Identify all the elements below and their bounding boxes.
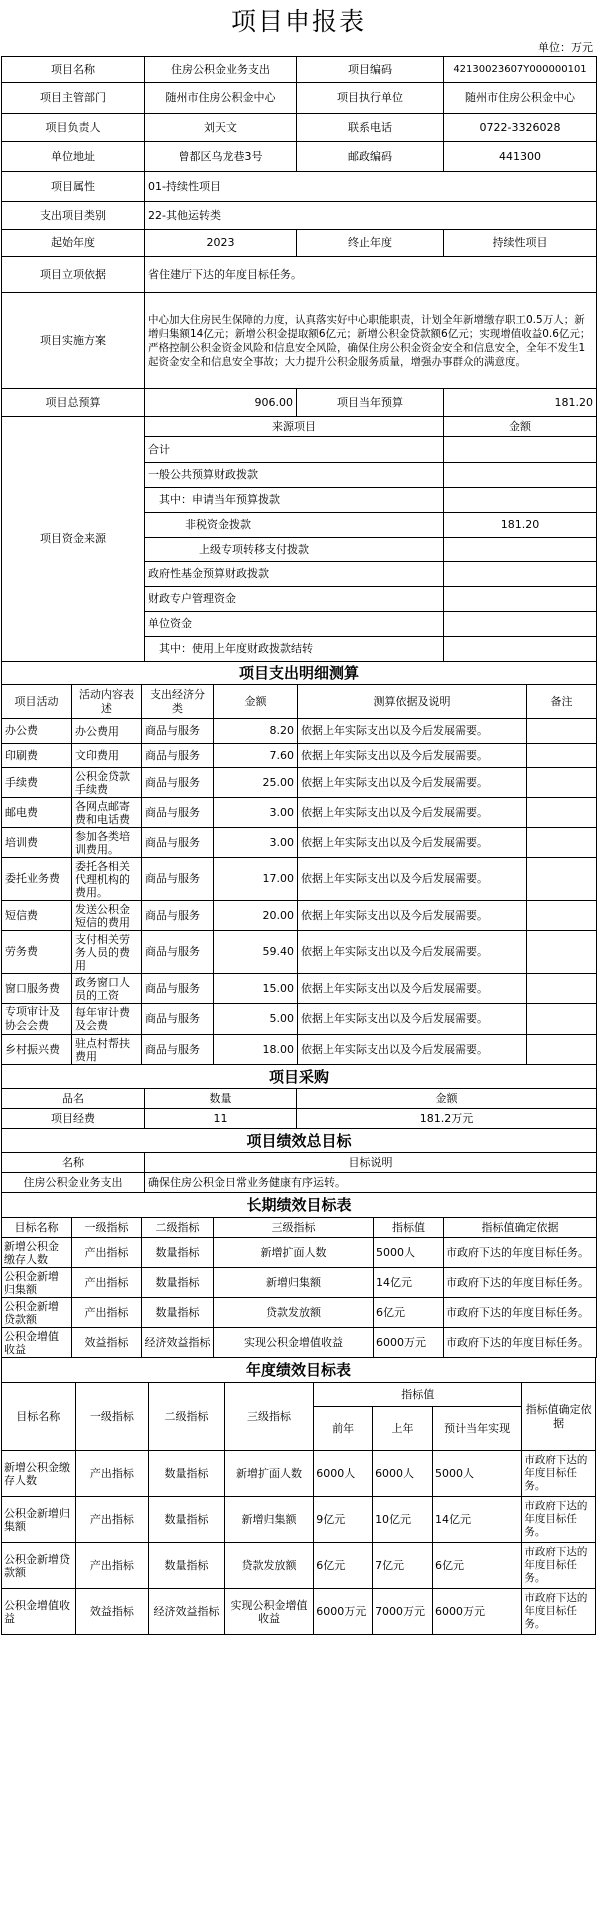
detail-basis: 依据上年实际支出以及今后发展需要。 bbox=[298, 768, 527, 798]
annual-l2: 数量指标 bbox=[149, 1451, 225, 1497]
detail-header: 活动内容表述 bbox=[72, 685, 142, 719]
detail-activity: 委托业务费 bbox=[2, 858, 72, 901]
year-budget-value: 181.20 bbox=[444, 389, 597, 417]
total-value: 906.00 bbox=[145, 389, 297, 417]
detail-amount: 3.00 bbox=[214, 828, 298, 858]
longterm-value: 6亿元 bbox=[374, 1298, 444, 1328]
annual-header: 指标值 bbox=[314, 1383, 522, 1407]
annual-name: 公积金新增贷款额 bbox=[2, 1543, 76, 1589]
detail-note bbox=[527, 768, 597, 798]
overall-title: 项目绩效总目标 bbox=[2, 1129, 597, 1153]
detail-activity: 乡村振兴费 bbox=[2, 1035, 72, 1065]
detail-class: 商品与服务 bbox=[142, 1004, 214, 1035]
plan-label: 项目实施方案 bbox=[2, 293, 145, 389]
annual-l2: 经济效益指标 bbox=[149, 1589, 225, 1635]
detail-content: 驻点村帮扶费用 bbox=[72, 1035, 142, 1065]
project-info-table bbox=[1, 56, 597, 417]
annual-basis: 市政府下达的年度目标任务。 bbox=[522, 1543, 596, 1589]
longterm-l3: 新增归集额 bbox=[214, 1268, 374, 1298]
funding-amount bbox=[444, 637, 597, 662]
table-row bbox=[2, 1298, 597, 1328]
detail-content: 政务窗口人员的工资 bbox=[72, 974, 142, 1004]
annual-basis: 市政府下达的年度目标任务。 bbox=[522, 1589, 596, 1635]
longterm-value: 14亿元 bbox=[374, 1268, 444, 1298]
phone-value: 0722-3326028 bbox=[444, 114, 597, 142]
annual-v3: 6亿元 bbox=[432, 1543, 521, 1589]
funding-amount: 181.20 bbox=[444, 513, 597, 538]
addr-label: 单位地址 bbox=[2, 142, 145, 172]
overall-goal-table bbox=[1, 1128, 597, 1193]
longterm-header: 一级指标 bbox=[72, 1218, 142, 1238]
longterm-value: 5000人 bbox=[374, 1238, 444, 1268]
longterm-table bbox=[1, 1192, 597, 1358]
name-value: 住房公积金业务支出 bbox=[145, 57, 297, 83]
funding-row: 上级专项转移支付拨款 bbox=[145, 538, 444, 562]
exec-label: 项目执行单位 bbox=[297, 83, 444, 114]
funding-amount bbox=[444, 538, 597, 562]
annual-name: 公积金增值收益 bbox=[2, 1589, 76, 1635]
annual-v3: 5000人 bbox=[432, 1451, 521, 1497]
code-value: 42130023607Y000000101 bbox=[444, 57, 597, 83]
table-row bbox=[2, 974, 597, 1004]
longterm-l2: 数量指标 bbox=[142, 1268, 214, 1298]
detail-activity: 印刷费 bbox=[2, 744, 72, 768]
funding-col-amount: 金额 bbox=[444, 417, 597, 437]
detail-note bbox=[527, 1004, 597, 1035]
annual-l1: 产出指标 bbox=[75, 1451, 149, 1497]
annual-v3: 6000万元 bbox=[432, 1589, 521, 1635]
zip-label: 邮政编码 bbox=[297, 142, 444, 172]
annual-name: 公积金新增归集额 bbox=[2, 1497, 76, 1543]
funding-row: 财政专户管理资金 bbox=[145, 587, 444, 612]
detail-content: 文印费用 bbox=[72, 744, 142, 768]
detail-basis: 依据上年实际支出以及今后发展需要。 bbox=[298, 974, 527, 1004]
procure-header: 品名 bbox=[2, 1089, 145, 1109]
table-row bbox=[2, 931, 597, 974]
end-label: 终止年度 bbox=[297, 230, 444, 257]
procure-table bbox=[1, 1064, 597, 1129]
detail-table bbox=[1, 661, 597, 1065]
dept-value: 随州市住房公积金中心 bbox=[145, 83, 297, 114]
detail-header: 支出经济分类 bbox=[142, 685, 214, 719]
detail-class: 商品与服务 bbox=[142, 1035, 214, 1065]
longterm-basis: 市政府下达的年度目标任务。 bbox=[444, 1328, 597, 1358]
detail-amount: 5.00 bbox=[214, 1004, 298, 1035]
annual-v1: 6亿元 bbox=[314, 1543, 373, 1589]
annual-v1: 6000人 bbox=[314, 1451, 373, 1497]
longterm-header: 目标名称 bbox=[2, 1218, 72, 1238]
basis-label: 项目立项依据 bbox=[2, 257, 145, 293]
annual-l3: 新增扩面人数 bbox=[224, 1451, 313, 1497]
detail-amount: 18.00 bbox=[214, 1035, 298, 1065]
total-label: 项目总预算 bbox=[2, 389, 145, 417]
table-row bbox=[2, 719, 597, 744]
detail-content: 各网点邮寄费和电话费 bbox=[72, 798, 142, 828]
addr-value: 曾都区乌龙巷3号 bbox=[145, 142, 297, 172]
detail-note bbox=[527, 931, 597, 974]
basis-value: 省住建厅下达的年度目标任务。 bbox=[145, 257, 597, 293]
table-row bbox=[2, 901, 597, 931]
procure-header: 数量 bbox=[145, 1089, 297, 1109]
dept-label: 项目主管部门 bbox=[2, 83, 145, 114]
detail-note bbox=[527, 798, 597, 828]
detail-content: 委托各相关代理机构的费用。 bbox=[72, 858, 142, 901]
annual-basis: 市政府下达的年度目标任务。 bbox=[522, 1451, 596, 1497]
annual-header: 二级指标 bbox=[149, 1383, 225, 1451]
funding-amount bbox=[444, 437, 597, 463]
detail-activity: 手续费 bbox=[2, 768, 72, 798]
annual-v2: 10亿元 bbox=[373, 1497, 433, 1543]
detail-class: 商品与服务 bbox=[142, 901, 214, 931]
longterm-l3: 实现公积金增值收益 bbox=[214, 1328, 374, 1358]
detail-class: 商品与服务 bbox=[142, 974, 214, 1004]
longterm-name: 公积金增值收益 bbox=[2, 1328, 72, 1358]
funding-amount bbox=[444, 562, 597, 587]
detail-content: 参加各类培训费用。 bbox=[72, 828, 142, 858]
page-title: 项目申报表 bbox=[230, 7, 366, 36]
annual-l1: 效益指标 bbox=[75, 1589, 149, 1635]
detail-note bbox=[527, 828, 597, 858]
detail-title: 项目支出明细测算 bbox=[2, 662, 597, 685]
funding-amount bbox=[444, 463, 597, 488]
funding-table bbox=[1, 416, 597, 662]
table-row bbox=[2, 828, 597, 858]
funding-amount bbox=[444, 488, 597, 513]
annual-l1: 产出指标 bbox=[75, 1543, 149, 1589]
annual-basis: 市政府下达的年度目标任务。 bbox=[522, 1497, 596, 1543]
table-row bbox=[2, 798, 597, 828]
procure-header: 金额 bbox=[297, 1089, 597, 1109]
detail-amount: 15.00 bbox=[214, 974, 298, 1004]
detail-basis: 依据上年实际支出以及今后发展需要。 bbox=[298, 719, 527, 744]
detail-content: 发送公积金短信的费用 bbox=[72, 901, 142, 931]
longterm-l2: 经济效益指标 bbox=[142, 1328, 214, 1358]
longterm-basis: 市政府下达的年度目标任务。 bbox=[444, 1298, 597, 1328]
annual-l3: 贷款发放额 bbox=[224, 1543, 313, 1589]
project-application-form bbox=[0, 4, 597, 1635]
detail-note bbox=[527, 974, 597, 1004]
longterm-l2: 数量指标 bbox=[142, 1238, 214, 1268]
annual-v2: 7亿元 bbox=[373, 1543, 433, 1589]
annual-l3: 实现公积金增值收益 bbox=[224, 1589, 313, 1635]
longterm-l1: 产出指标 bbox=[72, 1238, 142, 1268]
longterm-header: 二级指标 bbox=[142, 1218, 214, 1238]
detail-basis: 依据上年实际支出以及今后发展需要。 bbox=[298, 858, 527, 901]
detail-class: 商品与服务 bbox=[142, 828, 214, 858]
detail-note bbox=[527, 858, 597, 901]
detail-header: 项目活动 bbox=[2, 685, 72, 719]
procure-amount: 181.2万元 bbox=[297, 1109, 597, 1129]
longterm-name: 公积金新增归集额 bbox=[2, 1268, 72, 1298]
detail-amount: 7.60 bbox=[214, 744, 298, 768]
start-label: 起始年度 bbox=[2, 230, 145, 257]
longterm-l1: 产出指标 bbox=[72, 1298, 142, 1328]
start-value: 2023 bbox=[145, 230, 297, 257]
detail-basis: 依据上年实际支出以及今后发展需要。 bbox=[298, 901, 527, 931]
owner-label: 项目负责人 bbox=[2, 114, 145, 142]
table-row bbox=[2, 1589, 596, 1635]
annual-header: 一级指标 bbox=[75, 1383, 149, 1451]
longterm-l1: 产出指标 bbox=[72, 1268, 142, 1298]
table-row bbox=[2, 1328, 597, 1358]
name-label: 项目名称 bbox=[2, 57, 145, 83]
longterm-basis: 市政府下达的年度目标任务。 bbox=[444, 1238, 597, 1268]
detail-class: 商品与服务 bbox=[142, 931, 214, 974]
table-row bbox=[2, 1543, 596, 1589]
table-row bbox=[2, 1451, 596, 1497]
code-label: 项目编码 bbox=[297, 57, 444, 83]
detail-basis: 依据上年实际支出以及今后发展需要。 bbox=[298, 1035, 527, 1065]
detail-activity: 专项审计及协会会费 bbox=[2, 1004, 72, 1035]
detail-content: 公积金贷款手续费 bbox=[72, 768, 142, 798]
longterm-name: 新增公积金缴存人数 bbox=[2, 1238, 72, 1268]
detail-activity: 邮电费 bbox=[2, 798, 72, 828]
detail-activity: 办公费 bbox=[2, 719, 72, 744]
detail-header: 备注 bbox=[527, 685, 597, 719]
attr-value: 01-持续性项目 bbox=[145, 172, 597, 202]
funding-row: 其中：使用上年度财政拨款结转 bbox=[145, 637, 444, 662]
annual-table bbox=[1, 1357, 596, 1635]
procure-qty: 11 bbox=[145, 1109, 297, 1129]
detail-basis: 依据上年实际支出以及今后发展需要。 bbox=[298, 931, 527, 974]
detail-content: 支付相关劳务人员的费用 bbox=[72, 931, 142, 974]
funding-amount bbox=[444, 612, 597, 637]
detail-amount: 59.40 bbox=[214, 931, 298, 974]
annual-l2: 数量指标 bbox=[149, 1543, 225, 1589]
zip-value: 441300 bbox=[444, 142, 597, 172]
longterm-basis: 市政府下达的年度目标任务。 bbox=[444, 1268, 597, 1298]
longterm-header: 指标值 bbox=[374, 1218, 444, 1238]
funding-row: 政府性基金预算财政拨款 bbox=[145, 562, 444, 587]
annual-v1: 9亿元 bbox=[314, 1497, 373, 1543]
detail-basis: 依据上年实际支出以及今后发展需要。 bbox=[298, 798, 527, 828]
detail-activity: 短信费 bbox=[2, 901, 72, 931]
longterm-header: 三级指标 bbox=[214, 1218, 374, 1238]
funding-amount bbox=[444, 587, 597, 612]
annual-l3: 新增归集额 bbox=[224, 1497, 313, 1543]
longterm-l3: 新增扩面人数 bbox=[214, 1238, 374, 1268]
annual-v2: 6000人 bbox=[373, 1451, 433, 1497]
annual-l1: 产出指标 bbox=[75, 1497, 149, 1543]
annual-header: 指标值确定依据 bbox=[522, 1383, 596, 1451]
table-row bbox=[2, 1035, 597, 1065]
table-row bbox=[2, 1497, 596, 1543]
overall-header: 名称 bbox=[2, 1153, 145, 1173]
detail-activity: 培训费 bbox=[2, 828, 72, 858]
detail-basis: 依据上年实际支出以及今后发展需要。 bbox=[298, 744, 527, 768]
procure-title: 项目采购 bbox=[2, 1065, 597, 1089]
annual-title: 年度绩效目标表 bbox=[2, 1358, 596, 1383]
detail-content: 每年审计费及会费 bbox=[72, 1004, 142, 1035]
annual-subheader: 上年 bbox=[373, 1407, 433, 1451]
funding-row: 单位资金 bbox=[145, 612, 444, 637]
detail-header: 测算依据及说明 bbox=[298, 685, 527, 719]
cat-label: 支出项目类别 bbox=[2, 202, 145, 230]
longterm-l2: 数量指标 bbox=[142, 1298, 214, 1328]
overall-header: 目标说明 bbox=[145, 1153, 597, 1173]
unit-label: 单位：万元 bbox=[538, 41, 593, 54]
detail-note bbox=[527, 719, 597, 744]
table-row bbox=[2, 858, 597, 901]
detail-amount: 20.00 bbox=[214, 901, 298, 931]
detail-note bbox=[527, 744, 597, 768]
detail-activity: 劳务费 bbox=[2, 931, 72, 974]
annual-header: 目标名称 bbox=[2, 1383, 76, 1451]
funding-row: 其中：申请当年预算拨款 bbox=[145, 488, 444, 513]
detail-amount: 17.00 bbox=[214, 858, 298, 901]
detail-amount: 8.20 bbox=[214, 719, 298, 744]
detail-class: 商品与服务 bbox=[142, 768, 214, 798]
overall-desc: 确保住房公积金日常业务健康有序运转。 bbox=[145, 1173, 597, 1193]
end-value: 持续性项目 bbox=[444, 230, 597, 257]
detail-note bbox=[527, 1035, 597, 1065]
attr-label: 项目属性 bbox=[2, 172, 145, 202]
detail-amount: 25.00 bbox=[214, 768, 298, 798]
phone-label: 联系电话 bbox=[297, 114, 444, 142]
table-row bbox=[2, 744, 597, 768]
annual-v2: 7000万元 bbox=[373, 1589, 433, 1635]
longterm-name: 公积金新增贷款额 bbox=[2, 1298, 72, 1328]
detail-basis: 依据上年实际支出以及今后发展需要。 bbox=[298, 828, 527, 858]
detail-class: 商品与服务 bbox=[142, 719, 214, 744]
detail-note bbox=[527, 901, 597, 931]
table-row bbox=[2, 1004, 597, 1035]
detail-class: 商品与服务 bbox=[142, 798, 214, 828]
funding-col-source: 来源项目 bbox=[145, 417, 444, 437]
longterm-l3: 贷款发放额 bbox=[214, 1298, 374, 1328]
procure-name: 项目经费 bbox=[2, 1109, 145, 1129]
detail-class: 商品与服务 bbox=[142, 858, 214, 901]
overall-name: 住房公积金业务支出 bbox=[2, 1173, 145, 1193]
year-budget-label: 项目当年预算 bbox=[297, 389, 444, 417]
detail-content: 办公费用 bbox=[72, 719, 142, 744]
annual-subheader: 预计当年实现 bbox=[432, 1407, 521, 1451]
annual-subheader: 前年 bbox=[314, 1407, 373, 1451]
funding-label: 项目资金来源 bbox=[2, 417, 145, 662]
annual-v3: 14亿元 bbox=[432, 1497, 521, 1543]
detail-amount: 3.00 bbox=[214, 798, 298, 828]
detail-header: 金额 bbox=[214, 685, 298, 719]
table-row bbox=[2, 1268, 597, 1298]
longterm-value: 6000万元 bbox=[374, 1328, 444, 1358]
table-row bbox=[2, 768, 597, 798]
cat-value: 22-其他运转类 bbox=[145, 202, 597, 230]
longterm-title: 长期绩效目标表 bbox=[2, 1193, 597, 1218]
detail-class: 商品与服务 bbox=[142, 744, 214, 768]
plan-value: 中心加大住房民生保障的力度，认真落实好中心职能职责，计划全年新增缴存职工0.5万人；新增归集额14亿元；新增公积金提取额6亿元；新增公积金贷款额6亿元；实现增值收益0.6亿元；严格控制公积金资金风险和信息安全风险，确保住房公积金资金安全和信息安全，全年不发生1起资金安全和信息安全事故；大力提升公积金服务质量，增强办事群众的满意度。 bbox=[145, 293, 597, 389]
longterm-l1: 效益指标 bbox=[72, 1328, 142, 1358]
annual-header: 三级指标 bbox=[224, 1383, 313, 1451]
longterm-header: 指标值确定依据 bbox=[444, 1218, 597, 1238]
annual-l2: 数量指标 bbox=[149, 1497, 225, 1543]
detail-activity: 窗口服务费 bbox=[2, 974, 72, 1004]
annual-name: 新增公积金缴存人数 bbox=[2, 1451, 76, 1497]
annual-v1: 6000万元 bbox=[314, 1589, 373, 1635]
funding-row: 非税资金拨款 bbox=[145, 513, 444, 538]
table-row bbox=[2, 1238, 597, 1268]
detail-basis: 依据上年实际支出以及今后发展需要。 bbox=[298, 1004, 527, 1035]
funding-row: 一般公共预算财政拨款 bbox=[145, 463, 444, 488]
exec-value: 随州市住房公积金中心 bbox=[444, 83, 597, 114]
funding-row: 合计 bbox=[145, 437, 444, 463]
owner-value: 刘天文 bbox=[145, 114, 297, 142]
